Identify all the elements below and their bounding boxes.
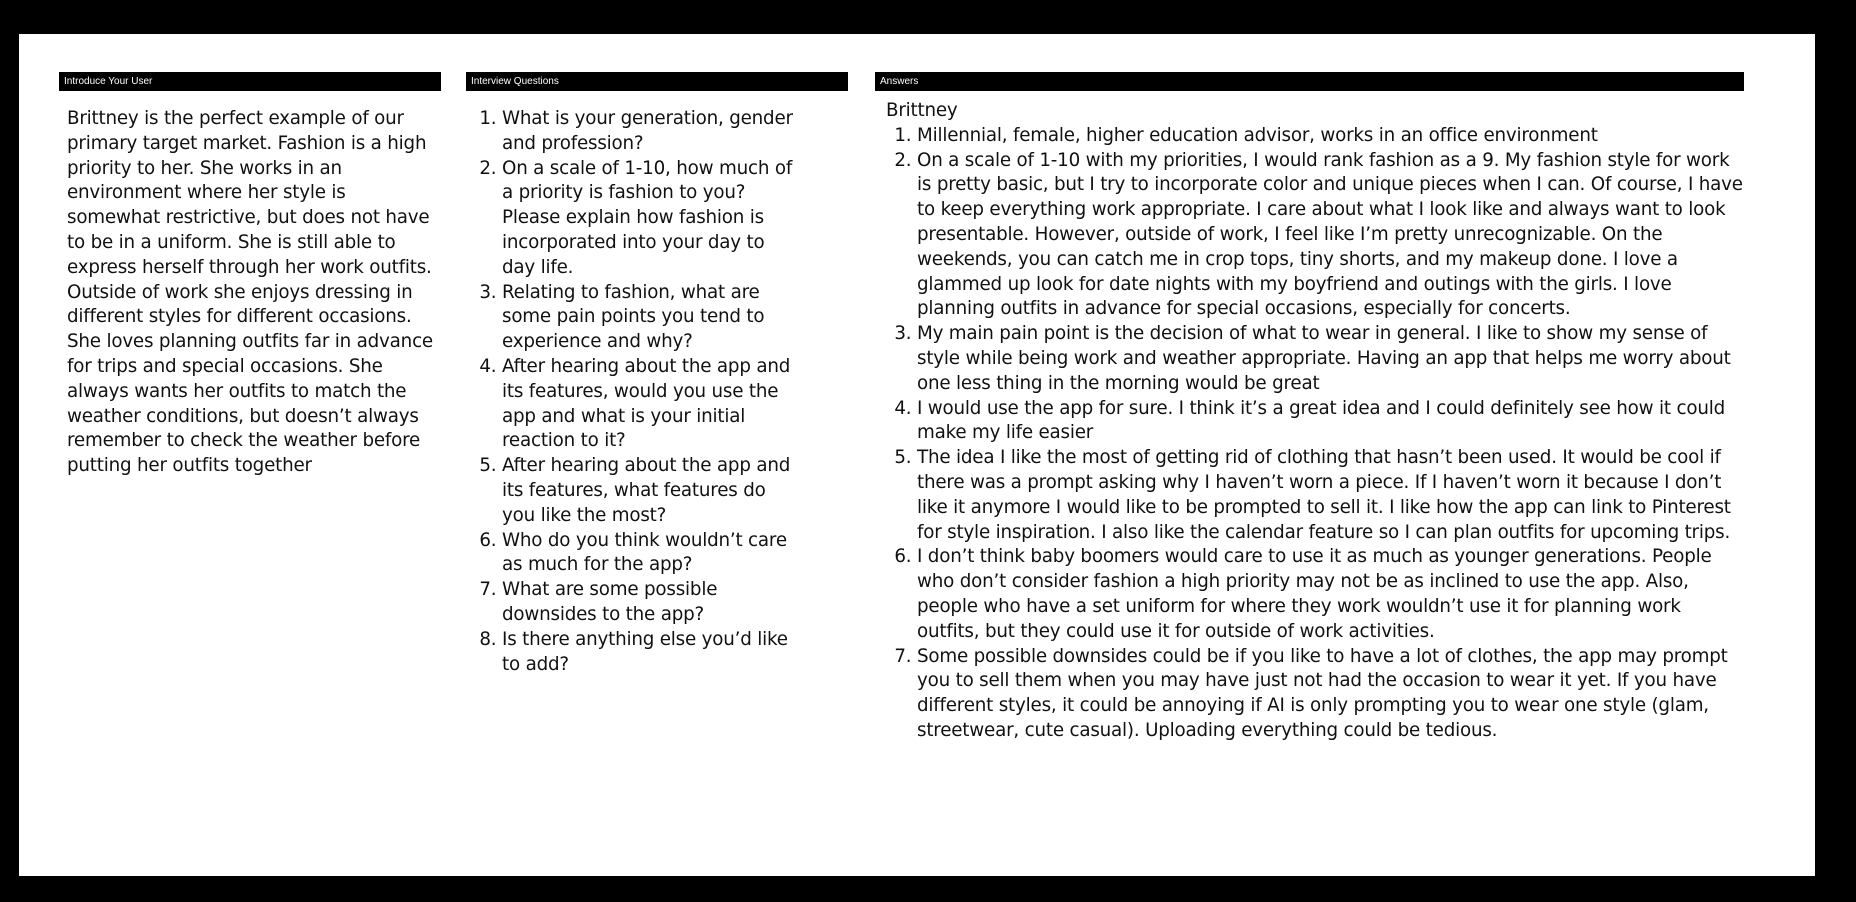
question-item: 6. Who do you think wouldn’t care as much for the app? [502,529,796,579]
question-item: 2. On a scale of 1-10, how much of a priority is fashion to you? Please explain how fashion is incorporated into your day to day life. [502,157,796,281]
question-item: 4. After hearing about the app and its features, would you use the app and what is your initial reaction to it? [502,355,796,454]
user-description: Brittney is the perfect example of our primary target market. Fashion is a high priority to her. She works in an environment where her style is somewhat restrictive, but does not have to be in a uniform. She is still able to express herself through her work outfits. Outside of work she enjoys dressing in different styles for different occasions. She loves planning outfits far in advance for trips and special occasions. She always wants her outfits to match the weather conditions, but doesn’t always remember to check the weather before putting her outfits together [67,108,433,477]
answers-section [875,72,1744,744]
answer-item: 5. The idea I like the most of getting rid of clothing that hasn’t been used. It would be cool if there was a prompt asking why I haven’t worn a piece. If I haven’t worn it because I don’t like it anymore I would like to be prompted to sell it. I like how the app can link to Pinterest for style inspiration. I also like the calendar feature so I can plan outfits for upcoming trips. [917,446,1745,545]
answers-header: Answers [875,72,1744,91]
answer-item: 3. My main pain point is the decision of what to wear in general. I like to show my sense of style while being work and weather appropriate. Having an app that helps me worry about one less thing in the morning would be great [917,322,1745,396]
question-item: 7. What are some possible downsides to the app? [502,578,796,628]
answer-item: 7. Some possible downsides could be if you like to have a lot of clothes, the app may prompt you to sell them when you may have just not had the occasion to wear it yet. If you have different styles, it could be annoying if AI is only prompting you to wear one style (glam, streetwear, cute casual). Uploading everything could be tedious. [917,645,1745,744]
answer-item: 2. On a scale of 1-10 with my priorities, I would rank fashion as a 9. My fashion style for work is pretty basic, but I try to incorporate color and unique pieces when I can. Of course, I have to keep everything work appropriate. I care about what I look like and always want to look presentable. However, outside of work, I feel like I’m pretty unrecognizable. On the weekends, you can catch me in crop tops, tiny shorts, and my makeup done. I love a glammed up look for date nights with my boyfriend and outings with the girls. I love planning outfits in advance for special occasions, especially for concerts. [917,149,1745,323]
answers-body [886,99,1744,744]
question-list [466,107,796,677]
interview-questions-header: Interview Questions [466,72,848,91]
question-item: 5. After hearing about the app and its features, what features do you like the most? [502,454,796,528]
question-item: 1. What is your generation, gender and profession? [502,107,796,157]
answer-item: 1. Millennial, female, higher education advisor, works in an office environment [917,124,1745,149]
interview-questions-section [466,72,848,677]
answer-list [886,124,1745,744]
answer-item: 6. I don’t think baby boomers would care to use it as much as younger generations. People who don’t consider fashion a high priority may not be as inclined to use the app. Also, people who have a set uniform for where they work wouldn’t use it for planning work outfits, but they could use it for outside of work activities. [917,545,1745,644]
introduce-user-header: Introduce Your User [59,72,441,91]
respondent-name: Brittney [886,100,958,121]
board-canvas [19,34,1815,876]
question-item: 8. Is there anything else you’d like to add? [502,628,796,678]
introduce-user-section [59,72,441,479]
question-item: 3. Relating to fashion, what are some pain points you tend to experience and why? [502,281,796,355]
answer-item: 4. I would use the app for sure. I think it’s a great idea and I could definitely see how it could make my life easier [917,397,1745,447]
